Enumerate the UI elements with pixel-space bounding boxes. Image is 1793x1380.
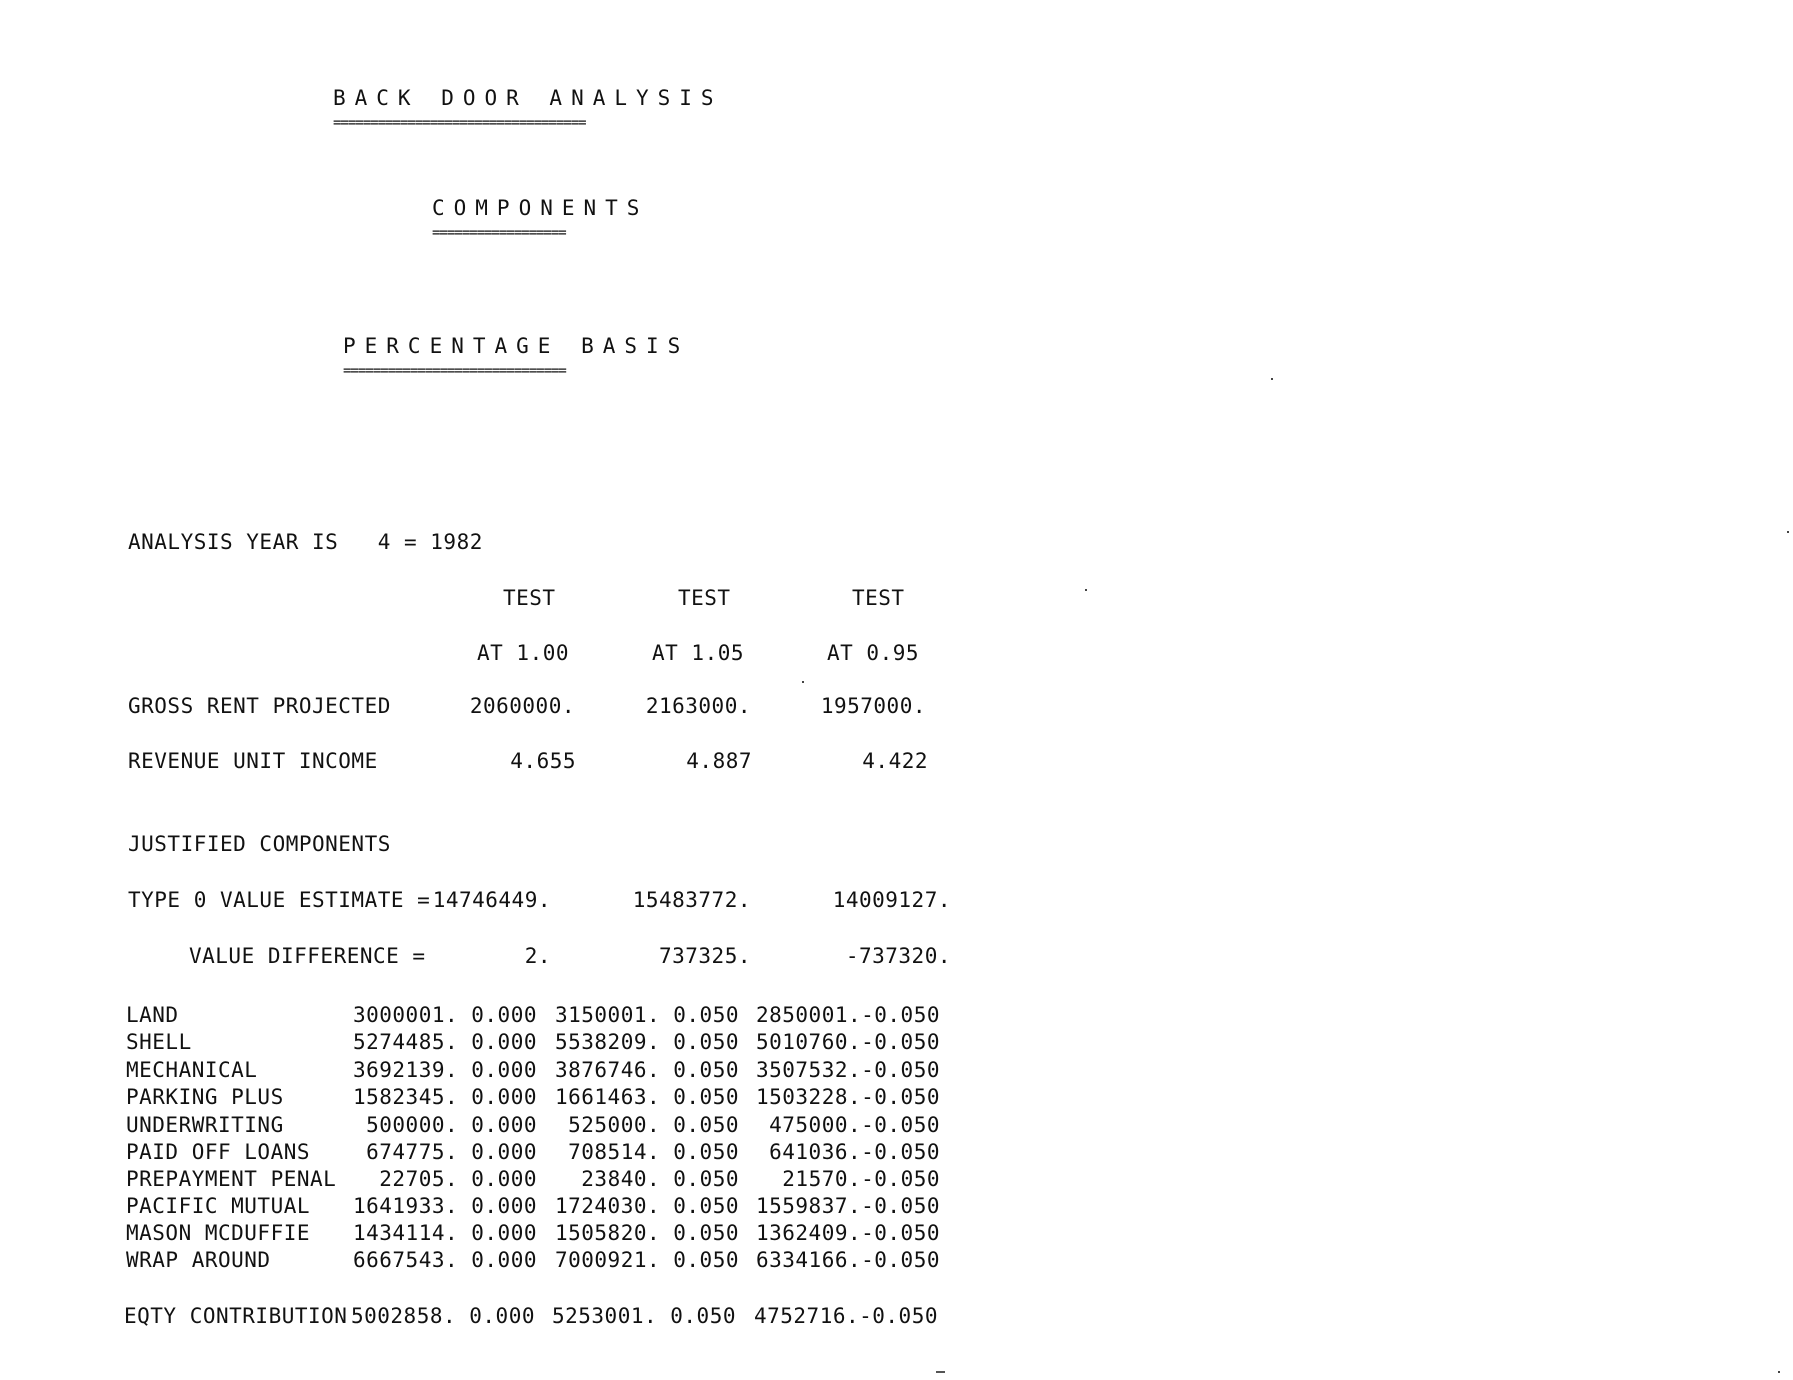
scan-speck xyxy=(1085,589,1087,591)
component-col1: 674775. 0.000 xyxy=(366,1140,537,1164)
component-col2: 3150001. 0.050 xyxy=(554,1003,739,1027)
component-label: PARKING PLUS xyxy=(126,1085,284,1109)
revenue-unit-value: 4.887 xyxy=(686,749,752,773)
eqty-contribution-col2: 5253001. 0.050 xyxy=(551,1304,736,1328)
basis-underline: ============================== xyxy=(343,364,566,378)
component-col3: 3507532.-0.050 xyxy=(755,1058,940,1082)
scan-speck xyxy=(1778,1371,1780,1373)
component-label: MECHANICAL xyxy=(126,1058,258,1082)
component-col2: 708514. 0.050 xyxy=(568,1140,739,1164)
eqty-contribution-col3: 4752716.-0.050 xyxy=(753,1304,938,1328)
component-col3: 21570.-0.050 xyxy=(782,1167,940,1191)
type0-value: 14009127. xyxy=(832,888,951,912)
type0-value: 15483772. xyxy=(632,888,751,912)
col1-head-test: TEST xyxy=(503,586,556,610)
component-col3: 475000.-0.050 xyxy=(769,1113,940,1137)
revenue-unit-value: 4.655 xyxy=(510,749,576,773)
value-difference-label: VALUE DIFFERENCE = xyxy=(189,944,426,968)
subtitle-underline: ================== xyxy=(432,226,566,240)
component-col1: 1641933. 0.000 xyxy=(352,1194,537,1218)
component-col1: 6667543. 0.000 xyxy=(352,1248,537,1272)
component-label: MASON MCDUFFIE xyxy=(126,1221,311,1245)
component-col3: 2850001.-0.050 xyxy=(755,1003,940,1027)
component-col2: 525000. 0.050 xyxy=(568,1113,739,1137)
revenue-unit-label: REVENUE UNIT INCOME xyxy=(128,749,378,773)
eqty-contribution-col1: 5002858. 0.000 xyxy=(350,1304,535,1328)
component-col2: 1661463. 0.050 xyxy=(554,1085,739,1109)
value-difference-value: -737320. xyxy=(845,944,951,968)
component-col3: 1559837.-0.050 xyxy=(755,1194,940,1218)
component-col2: 3876746. 0.050 xyxy=(554,1058,739,1082)
component-col3: 1503228.-0.050 xyxy=(755,1085,940,1109)
basis-heading: PERCENTAGE BASIS xyxy=(343,334,690,358)
component-col1: 500000. 0.000 xyxy=(366,1113,537,1137)
title-underline: ================================== xyxy=(333,116,586,130)
component-label: PACIFIC MUTUAL xyxy=(126,1194,311,1218)
component-col3: 5010760.-0.050 xyxy=(755,1030,940,1054)
col1-head-factor: AT 1.00 xyxy=(477,641,570,665)
type0-value: 14746449. xyxy=(432,888,551,912)
analysis-year: ANALYSIS YEAR IS 4 = 1982 xyxy=(128,530,483,554)
scan-speck xyxy=(1787,531,1789,533)
component-label: LAND xyxy=(126,1003,179,1027)
gross-rent-value: 2060000. xyxy=(469,694,575,718)
component-col1: 1582345. 0.000 xyxy=(352,1085,537,1109)
gross-rent-value: 1957000. xyxy=(820,694,926,718)
component-col1: 1434114. 0.000 xyxy=(352,1221,537,1245)
scan-speck xyxy=(936,1371,945,1373)
eqty-contribution-label: EQTY CONTRIBUTION xyxy=(124,1304,348,1328)
section-subtitle: COMPONENTS xyxy=(432,196,649,220)
revenue-unit-value: 4.422 xyxy=(862,749,928,773)
col2-head-factor: AT 1.05 xyxy=(652,641,745,665)
col3-head-factor: AT 0.95 xyxy=(827,641,920,665)
type0-label: TYPE 0 VALUE ESTIMATE = xyxy=(128,888,431,912)
justified-components-heading: JUSTIFIED COMPONENTS xyxy=(128,832,391,856)
scan-speck xyxy=(1271,378,1273,380)
component-col2: 5538209. 0.050 xyxy=(554,1030,739,1054)
component-col2: 1724030. 0.050 xyxy=(554,1194,739,1218)
component-label: WRAP AROUND xyxy=(126,1248,271,1272)
component-col1: 3000001. 0.000 xyxy=(352,1003,537,1027)
gross-rent-label: GROSS RENT PROJECTED xyxy=(128,694,391,718)
gross-rent-value: 2163000. xyxy=(645,694,751,718)
component-col3: 1362409.-0.050 xyxy=(755,1221,940,1245)
component-col1: 3692139. 0.000 xyxy=(352,1058,537,1082)
component-label: PREPAYMENT PENAL xyxy=(126,1167,337,1191)
component-col2: 23840. 0.050 xyxy=(581,1167,739,1191)
scan-speck xyxy=(802,681,804,683)
component-col1: 22705. 0.000 xyxy=(379,1167,537,1191)
component-col2: 1505820. 0.050 xyxy=(554,1221,739,1245)
component-col2: 7000921. 0.050 xyxy=(554,1248,739,1272)
component-label: UNDERWRITING xyxy=(126,1113,284,1137)
value-difference-value: 737325. xyxy=(658,944,751,968)
component-label: SHELL xyxy=(126,1030,192,1054)
component-col1: 5274485. 0.000 xyxy=(352,1030,537,1054)
col2-head-test: TEST xyxy=(678,586,731,610)
col3-head-test: TEST xyxy=(852,586,905,610)
component-col3: 6334166.-0.050 xyxy=(755,1248,940,1272)
component-col3: 641036.-0.050 xyxy=(769,1140,940,1164)
report-title: BACK DOOR ANALYSIS xyxy=(333,86,723,110)
value-difference-value: 2. xyxy=(524,944,551,968)
component-label: PAID OFF LOANS xyxy=(126,1140,311,1164)
